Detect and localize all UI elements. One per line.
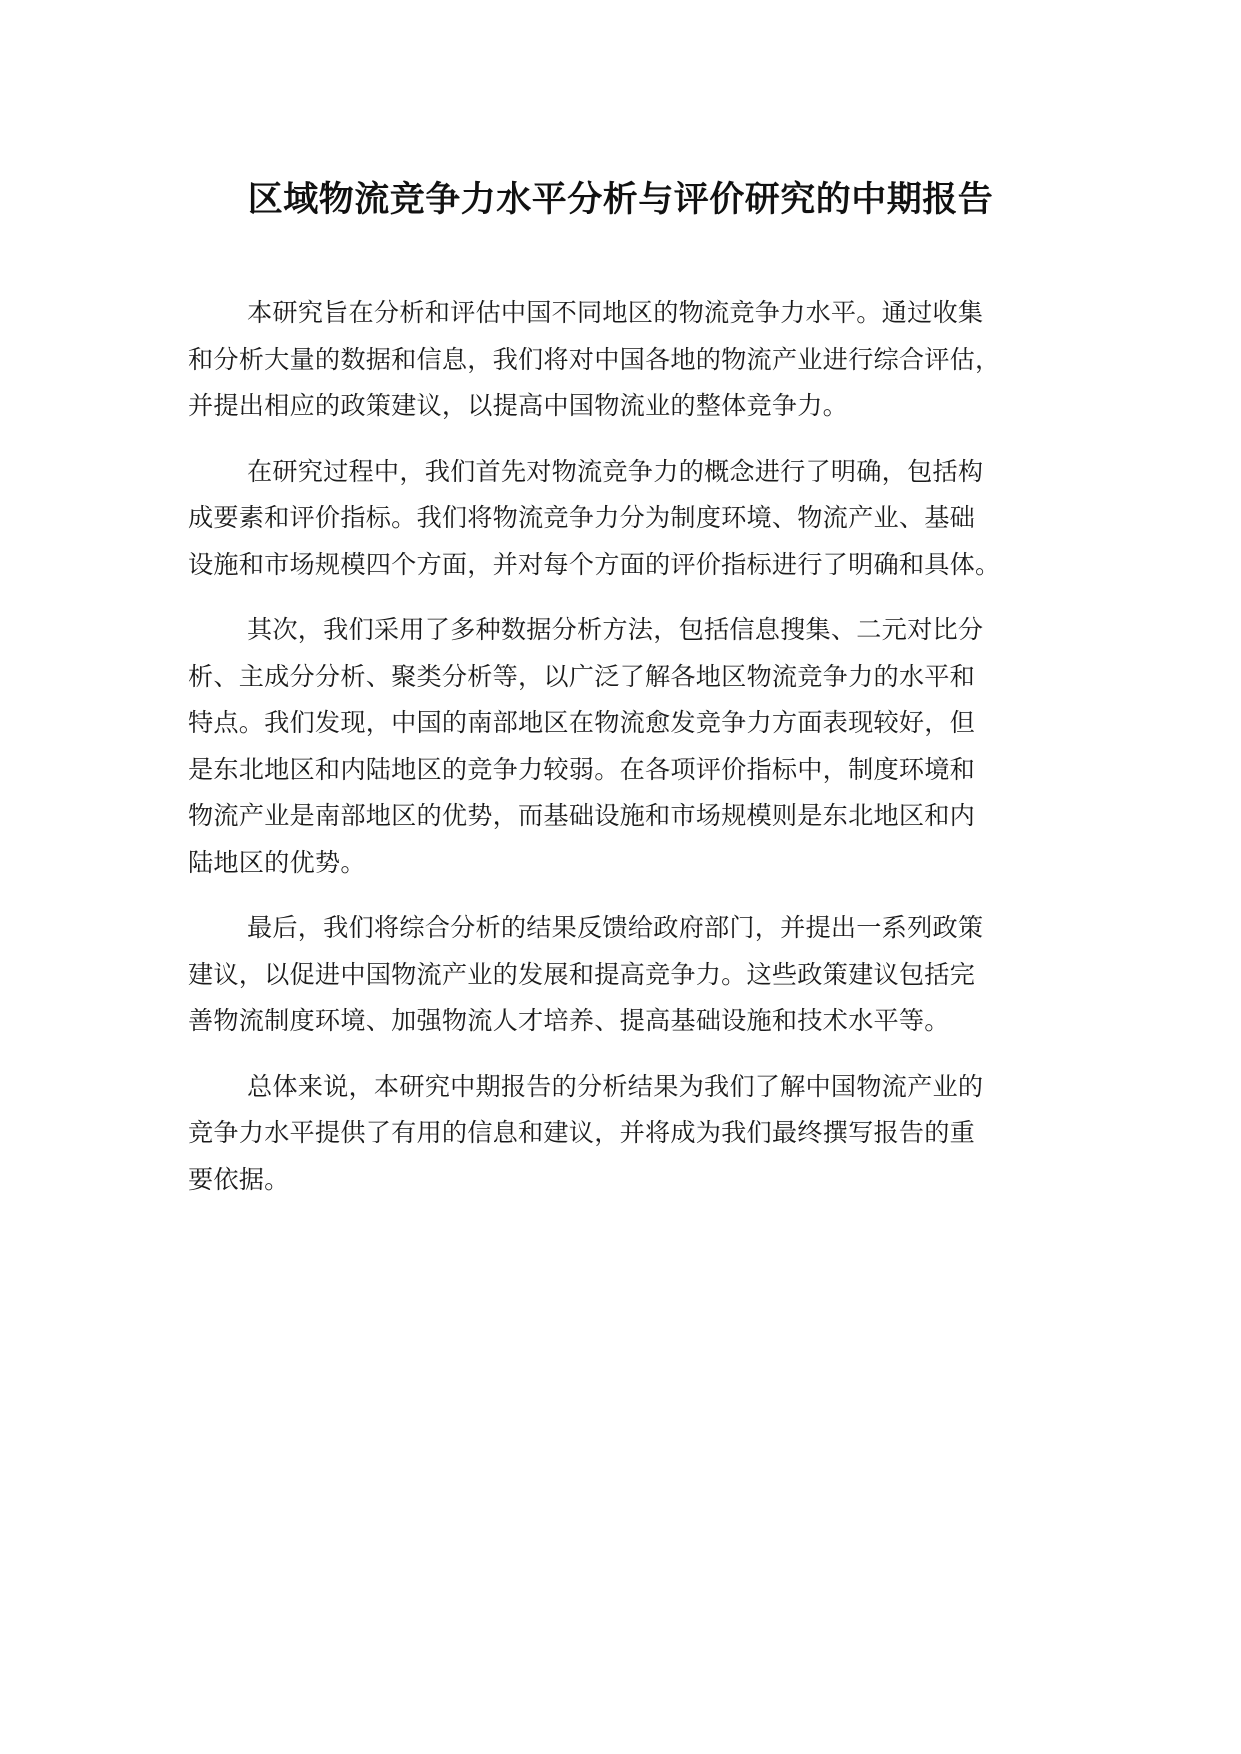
text-line: 竞争力水平提供了有用的信息和建议，并将成为我们最终撰写报告的重	[188, 1118, 976, 1147]
text-line: 其次，我们采用了多种数据分析方法，包括信息搜集、二元对比分	[247, 615, 984, 644]
text-line: 最后，我们将综合分析的结果反馈给政府部门，并提出一系列政策	[247, 913, 984, 942]
text-line: 和分析大量的数据和信息，我们将对中国各地的物流产业进行综合评估，	[188, 344, 1001, 374]
text-line: 善物流制度环境、加强物流人才培养、提高基础设施和技术水平等。	[188, 1006, 950, 1035]
paragraph-policy-recommendations	[188, 905, 1080, 1045]
paragraph-conclusion	[188, 1064, 1080, 1204]
document-title: 区域物流竞争力水平分析与评价研究的中期报告	[247, 180, 994, 220]
document-body	[188, 290, 1080, 1222]
text-line: 设施和市场规模四个方面，并对每个方面的评价指标进行了明确和具体。	[188, 549, 1001, 579]
paragraph-research-process	[188, 449, 1080, 589]
text-line: 总体来说，本研究中期报告的分析结果为我们了解中国物流产业的	[247, 1071, 984, 1101]
text-line: 成要素和评价指标。我们将物流竞争力分为制度环境、物流产业、基础	[188, 503, 976, 532]
text-line: 陆地区的优势。	[188, 847, 366, 877]
text-line: 是东北地区和内陆地区的竞争力较弱。在各项评价指标中，制度环境和	[188, 754, 976, 784]
paragraph-analysis-methods	[188, 607, 1080, 886]
text-line: 本研究旨在分析和评估中国不同地区的物流竞争力水平。通过收集	[247, 298, 984, 327]
text-line: 析、主成分分析、聚类分析等，以广泛了解各地区物流竞争力的水平和	[188, 661, 976, 691]
text-line: 建议，以促进中国物流产业的发展和提高竞争力。这些政策建议包括完	[188, 959, 976, 989]
text-line: 要依据。	[188, 1164, 290, 1194]
text-line: 在研究过程中，我们首先对物流竞争力的概念进行了明确，包括构	[247, 456, 984, 486]
text-line: 物流产业是南部地区的优势，而基础设施和市场规模则是东北地区和内	[188, 801, 976, 830]
paragraph-intro	[188, 290, 1080, 430]
text-line: 并提出相应的政策建议，以提高中国物流业的整体竞争力。	[188, 391, 849, 420]
text-line: 特点。我们发现，中国的南部地区在物流愈发竞争力方面表现较好，但	[188, 708, 976, 737]
